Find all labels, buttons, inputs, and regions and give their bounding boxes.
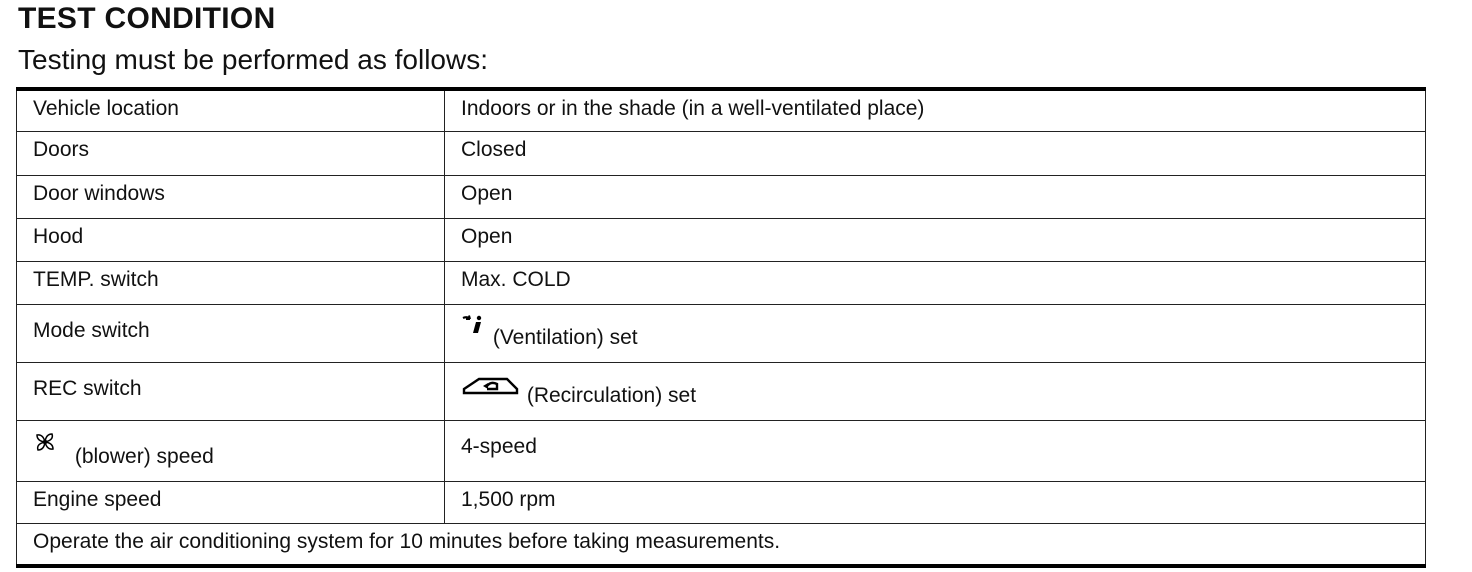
condition-label: REC switch xyxy=(33,376,142,400)
condition-value: Indoors or in the shade (in a well-ventilated place) xyxy=(461,97,925,120)
recirculation-icon xyxy=(461,375,521,397)
table-row xyxy=(17,362,1426,420)
condition-value-cell xyxy=(445,304,1426,362)
condition-label: Doors xyxy=(33,137,90,161)
condition-label: TEMP. switch xyxy=(33,267,159,291)
condition-label-cell xyxy=(17,481,445,523)
condition-label-cell xyxy=(17,89,445,131)
condition-label-cell xyxy=(17,362,445,420)
table-row xyxy=(17,131,1426,175)
condition-value-cell xyxy=(445,175,1426,218)
page-subtitle: Testing must be performed as follows: xyxy=(18,44,488,75)
test-condition-table xyxy=(16,87,1426,568)
table-row xyxy=(17,523,1426,566)
table-row xyxy=(17,481,1426,523)
condition-value: Max. COLD xyxy=(461,267,571,291)
footer-note: Operate the air conditioning system for 10 minutes before taking measurements. xyxy=(33,529,781,553)
condition-label-cell xyxy=(17,131,445,175)
footer-note-cell xyxy=(17,523,1426,566)
condition-label-cell xyxy=(17,218,445,261)
table-row xyxy=(17,218,1426,261)
condition-label-cell xyxy=(17,175,445,218)
condition-label: Engine speed xyxy=(33,487,162,511)
condition-value: Closed xyxy=(461,137,527,161)
condition-label-cell xyxy=(17,420,445,481)
condition-value: Open xyxy=(461,224,513,248)
table-row xyxy=(17,304,1426,362)
table-row xyxy=(17,89,1426,131)
condition-value: (Ventilation) set xyxy=(492,325,638,349)
condition-value: 1,500 rpm xyxy=(461,487,556,511)
blower-fan-icon xyxy=(33,431,57,453)
condition-value: Open xyxy=(461,181,513,205)
condition-label: Door windows xyxy=(33,181,165,205)
condition-label-cell xyxy=(17,304,445,362)
condition-label-cell xyxy=(17,261,445,304)
ventilation-mode-icon xyxy=(461,314,487,336)
table-row xyxy=(17,420,1426,481)
condition-label: (blower) speed xyxy=(74,444,214,468)
condition-value-cell xyxy=(445,131,1426,175)
table-row xyxy=(17,261,1426,304)
condition-value-cell xyxy=(445,420,1426,481)
page-title: TEST CONDITION xyxy=(18,2,276,35)
condition-label: Mode switch xyxy=(33,318,150,342)
condition-value-cell xyxy=(445,218,1426,261)
table-row xyxy=(17,175,1426,218)
condition-value-cell xyxy=(445,362,1426,420)
condition-value-cell xyxy=(445,89,1426,131)
condition-value: 4-speed xyxy=(461,434,537,458)
condition-value-cell xyxy=(445,261,1426,304)
condition-value-cell xyxy=(445,481,1426,523)
condition-label: Vehicle location xyxy=(33,97,179,120)
condition-label: Hood xyxy=(33,224,84,248)
condition-value: (Recirculation) set xyxy=(526,383,697,407)
